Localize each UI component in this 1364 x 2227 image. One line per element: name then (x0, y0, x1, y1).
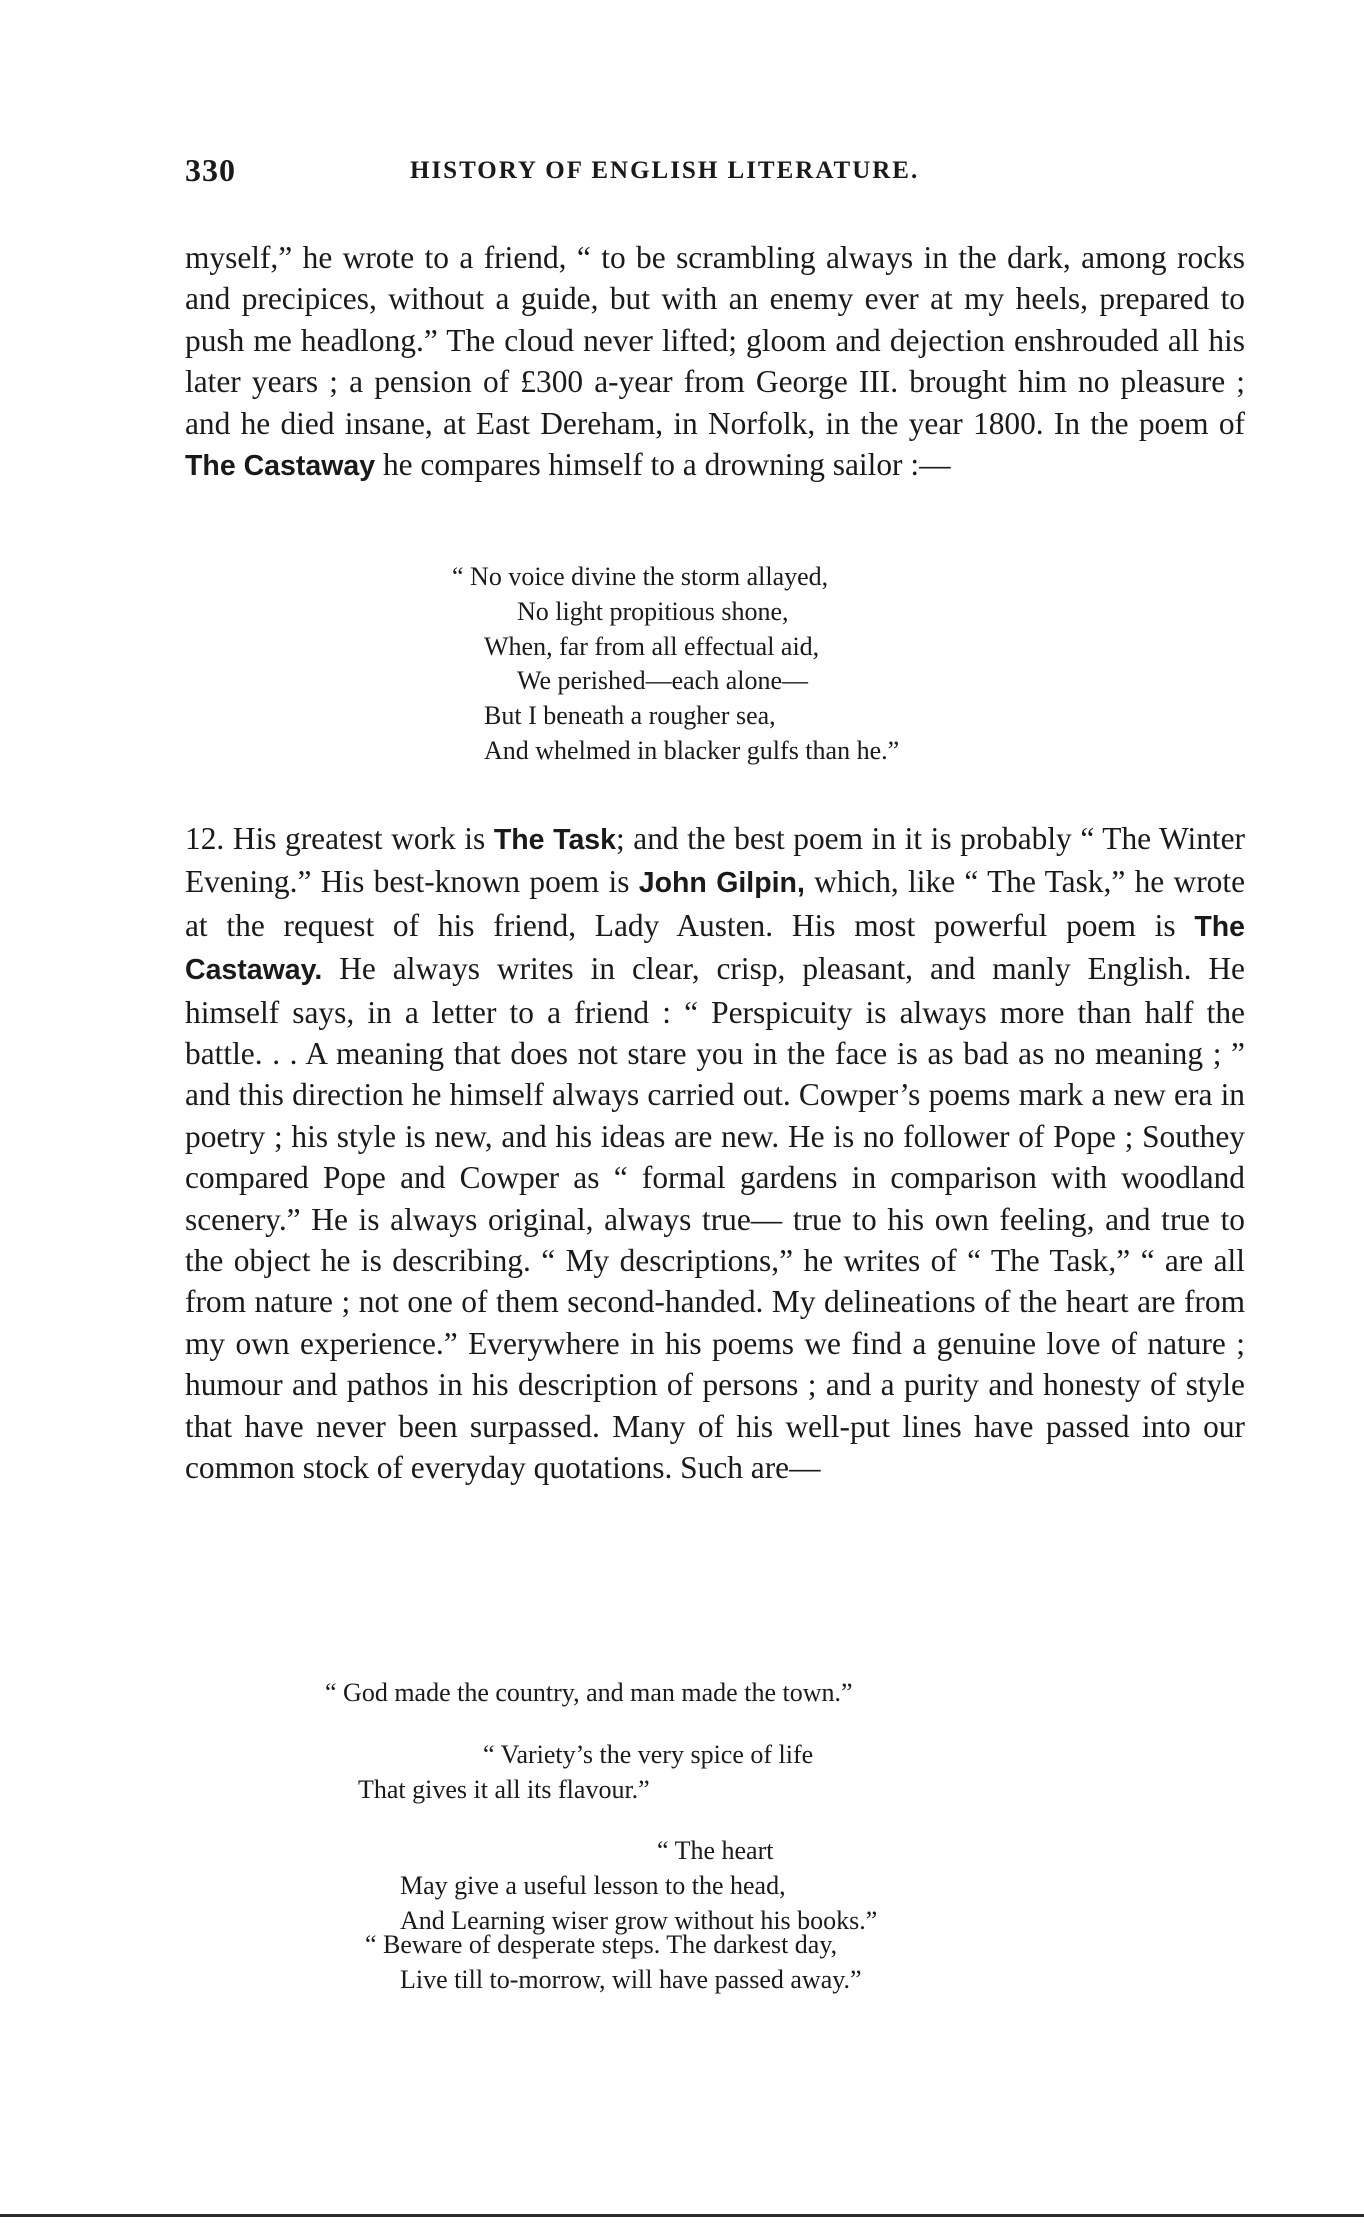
verse-line: Live till to-morrow, will have passed away.” (400, 1964, 862, 1994)
paragraph-12-greatest-work (185, 818, 1245, 1489)
work-title-castaway: The Castaway (185, 450, 376, 483)
quotation-beware-desperate-steps (365, 1928, 862, 1998)
running-title: HISTORY OF ENGLISH LITERATURE. (410, 157, 920, 184)
quote-castaway-stanza (452, 560, 899, 769)
text-run: ; and the best poem in it is probably “ The Winter Evening.” His best-known poem is (185, 821, 1245, 900)
text-run: which, like “ The Task,” he wrote at the request of his friend, Lady Austen. His most powerful poem is (185, 864, 1246, 943)
verse-line: May give a useful lesson to the head, (400, 1870, 786, 1900)
quotation-god-made-country (325, 1676, 853, 1711)
quotation-the-heart (400, 1834, 877, 1938)
text-run: 12. His greatest work is (185, 821, 494, 856)
page-bottom-rule (0, 2214, 1364, 2217)
verse-line: And whelmed in blacker gulfs than he.” (484, 735, 900, 765)
text-run: myself,” he wrote to a friend, “ to be scrambling always in the dark, among rocks and precipices, without a guide, but with an enemy ever at my heels, prepared to push me headlong.” The cloud never lifted; gloom and dejection enshrouded all his later years ; a pension of £300 a-year from George III. brought him no pleasure ; and he died insane, at East Dereham, in Norfolk, in the year 1800. In the poem of (185, 240, 1245, 441)
paragraph-cowper-gloom (185, 237, 1245, 487)
verse-line: “ The heart (657, 1836, 774, 1865)
verse-line: And Learning wiser grow without his books.” (400, 1905, 878, 1935)
quotation-variety-spice (358, 1738, 813, 1808)
work-title-john-gilpin: John Gilpin, (638, 867, 805, 900)
page-header (185, 152, 1245, 196)
verse-line: When, far from all effectual aid, (484, 631, 820, 661)
verse-line: “ Beware of desperate steps. The darkest day, (365, 1930, 838, 1959)
verse-line: But I beneath a rougher sea, (484, 701, 776, 731)
verse-line: That gives it all its flavour.” (358, 1774, 650, 1804)
work-title-task: The Task (493, 824, 616, 856)
verse-line: We perished—each alone— (517, 666, 809, 696)
text-run: he compares himself to a drowning sailor :— (375, 447, 951, 483)
text-run: He always writes in clear, crisp, pleasant, and manly English. He himself says, in a letter to a friend : “ Perspicuity is always more than half the battle. . . A meaning that does not stare you in the face is as bad as no meaning ; ” and this direction he himself always carried out. Cowper’s poems mark a new era in poetry ; his style is new, and his ideas are new. He is no follower of Pope ; Southey compared Pope and Cowper as “ formal gardens in comparison with woodland scenery.” He is always original, always true— true to his own feeling, and true to the object he is describing. “ My descriptions,” he writes of “ The Task,” “ are all from nature ; not one of them second-handed. My delineations of the heart are from my own experience.” Everywhere in his poems we find a genuine love of nature ; humour and pathos in his description of persons ; and a purity and honesty of style that have never been surpassed. Many of his well-put lines have passed into our common stock of everyday quotations. Such are— (185, 951, 1245, 1486)
work-title-castaway: The Castaway. (185, 910, 1245, 987)
verse-line: “ No voice divine the storm allayed, (452, 562, 829, 591)
verse-line: No light propitious shone, (517, 596, 789, 626)
page-number: 330 (185, 152, 236, 188)
verse-line: “ God made the country, and man made the town.” (325, 1678, 853, 1707)
verse-line: “ Variety’s the very spice of life (483, 1740, 814, 1769)
